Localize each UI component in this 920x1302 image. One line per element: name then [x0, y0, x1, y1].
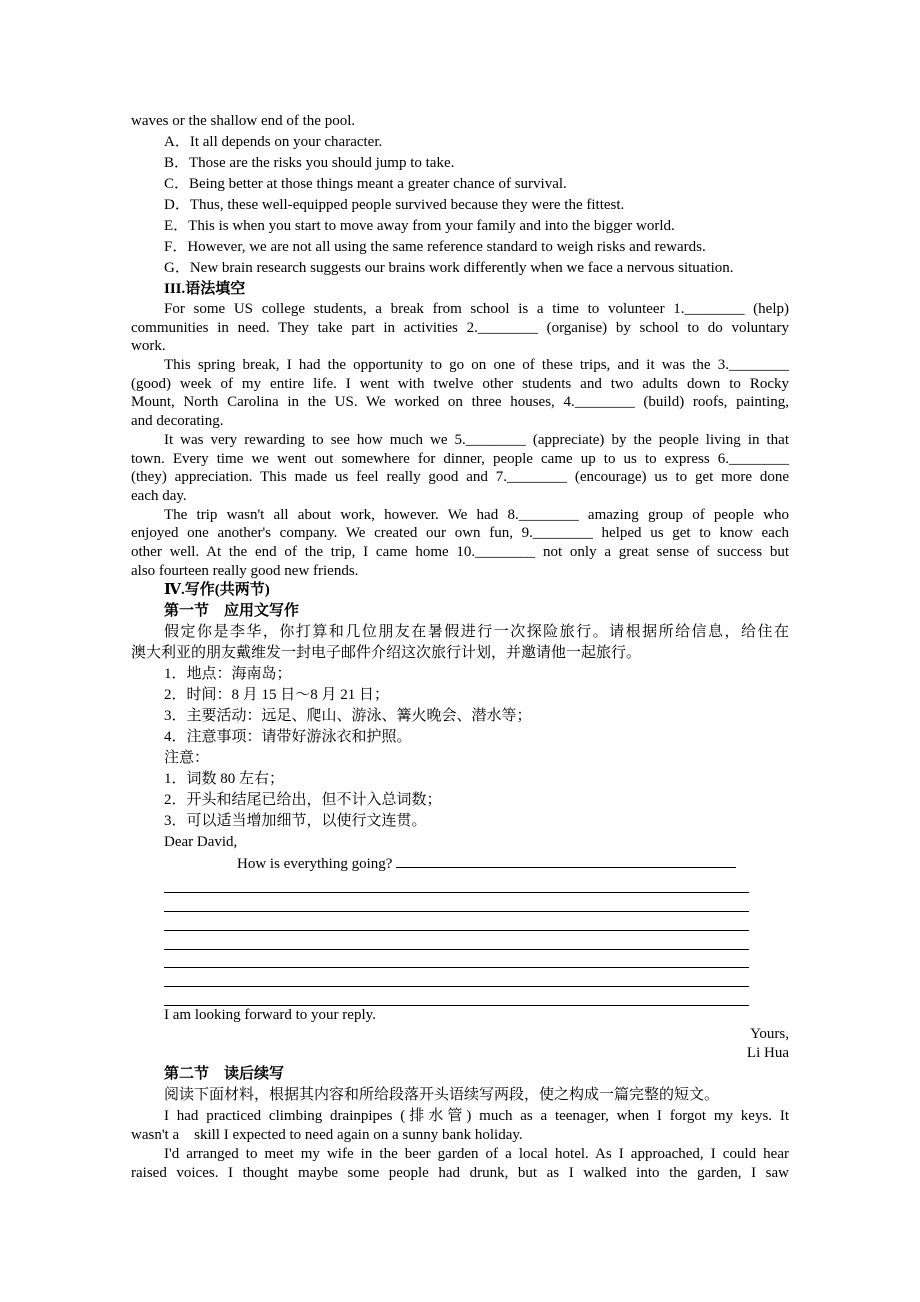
option-b: B．Those are the risks you should jump to take.	[164, 155, 455, 171]
closing: I am looking forward to your reply.	[164, 1006, 376, 1023]
info-point: 2．时间：8 月 15 日～8 月 21 日；	[164, 687, 390, 704]
answer-line[interactable]	[164, 950, 749, 969]
option-c: C．Being better at those things meant a greater chance of survival.	[164, 176, 567, 192]
text-line: (they) appreciation. This made us feel really good and 7.________ (encourage) us to get more done	[131, 469, 789, 486]
answer-lines	[131, 874, 789, 1006]
salutation: Dear David,	[164, 834, 238, 851]
text-line: enjoyed one another's company. We created our own fun, 9.________ helped us get to know each	[131, 525, 789, 542]
story-paragraph-2	[131, 1145, 789, 1182]
grammar-paragraph-4	[131, 506, 789, 581]
carryover-line: waves or the shallow end of the pool.	[131, 113, 356, 129]
answer-line[interactable]	[164, 893, 749, 912]
text-line: The trip wasn't all about work, however. We had 8.________ amazing group of people who	[164, 506, 789, 523]
opening-line	[131, 853, 789, 874]
text-line: town. Every time we went out somewhere for dinner, people came up to us to express 6.________	[131, 450, 789, 467]
signoff: Yours,	[750, 1025, 789, 1042]
opening-text: How is everything going?	[237, 856, 393, 873]
text-line: This spring break, I had the opportunity to go on one of these trips, and it was the 3.________	[164, 357, 789, 374]
writing-heading: Ⅳ.写作(共两节)	[164, 582, 270, 599]
signature: Li Hua	[746, 1045, 789, 1062]
story-paragraph-1	[131, 1106, 789, 1146]
text-line: each day.	[131, 487, 187, 504]
text-line: It was very rewarding to see how much we 5.________ (appreciate) by the people living in that	[164, 431, 789, 448]
option-d: D．Thus, these well-equipped people survived because they were the fittest.	[164, 197, 625, 213]
grammar-paragraph-3	[131, 431, 789, 506]
option-g: G．New brain research suggests our brains work differently when we face a nervous situation.	[164, 260, 734, 276]
answer-line[interactable]	[164, 874, 749, 893]
text-line: Mount, North Carolina in the US. We worked on three houses, 4.________ (build) roofs, painting,	[131, 394, 789, 411]
answer-line[interactable]	[164, 931, 749, 950]
text-line: For some US college students, a break from school is a time to volunteer 1.________ (help)	[164, 301, 789, 317]
prompt-line: 假定你是李华，你打算和几位朋友在暑假进行一次探险旅行。请根据所给信息，给住在	[164, 624, 789, 641]
note-item: 3．可以适当增加细节，以使行文连贯。	[164, 813, 427, 830]
text-line: I'd arranged to meet my wife in the beer garden of a local hotel. As I approached, I could hear	[164, 1146, 789, 1163]
section2-prompt: 阅读下面材料，根据其内容和所给段落开头语续写两段，使之构成一篇完整的短文。	[164, 1086, 720, 1103]
info-point: 1．地点：海南岛；	[164, 666, 292, 683]
text-line: wasn't a skill I expected to need again on a sunny bank holiday.	[131, 1126, 523, 1143]
text-line: work.	[131, 338, 166, 355]
option-e: E．This is when you start to move away from your family and into the bigger world.	[164, 218, 675, 234]
options-list	[131, 132, 789, 279]
answer-line[interactable]	[164, 968, 749, 987]
note-item: 1．词数 80 左右；	[164, 771, 285, 788]
text-line: other well. At the end of the trip, I came home 10.________ not only a great sense of success but	[131, 543, 789, 560]
option-f: F．However, we are not all using the same reference standard to weigh risks and rewards.	[164, 239, 706, 255]
grammar-heading: III.语法填空	[164, 281, 246, 297]
section1-title: 第一节 应用文写作	[164, 603, 300, 620]
text-line: I had practiced climbing drainpipes (排水管) much as a teenager, when I forgot my keys. It	[164, 1107, 789, 1124]
text-line: also fourteen really good new friends.	[131, 562, 359, 579]
answer-blank[interactable]	[396, 853, 736, 868]
section2-title: 第二节 读后续写	[164, 1065, 285, 1082]
prompt-line: 澳大利亚的朋友戴维发一封电子邮件介绍这次旅行计划，并邀请他一起旅行。	[131, 645, 642, 662]
answer-line[interactable]	[164, 987, 749, 1006]
answer-line[interactable]	[164, 912, 749, 931]
text-line: communities in need. They take part in activities 2.________ (organise) by school to do voluntary	[131, 319, 789, 336]
option-a: A．It all depends on your character.	[164, 134, 383, 150]
info-point: 3．主要活动：远足、爬山、游泳、篝火晚会、潜水等；	[164, 708, 532, 725]
notes-title: 注意：	[164, 750, 210, 767]
info-point: 4．注意事项：请带好游泳衣和护照。	[164, 729, 412, 746]
text-line: (good) week of my entire life. I went with twelve other students and two adults down to Rocky	[131, 375, 789, 392]
grammar-paragraph-1	[131, 300, 789, 356]
text-line: and decorating.	[131, 413, 224, 430]
document-page	[131, 111, 789, 1183]
text-line: raised voices. I thought maybe some people had drunk, but as I walked into the garden, I saw	[131, 1165, 789, 1182]
note-item: 2．开头和结尾已给出，但不计入总词数；	[164, 792, 442, 809]
grammar-paragraph-2	[131, 356, 789, 431]
